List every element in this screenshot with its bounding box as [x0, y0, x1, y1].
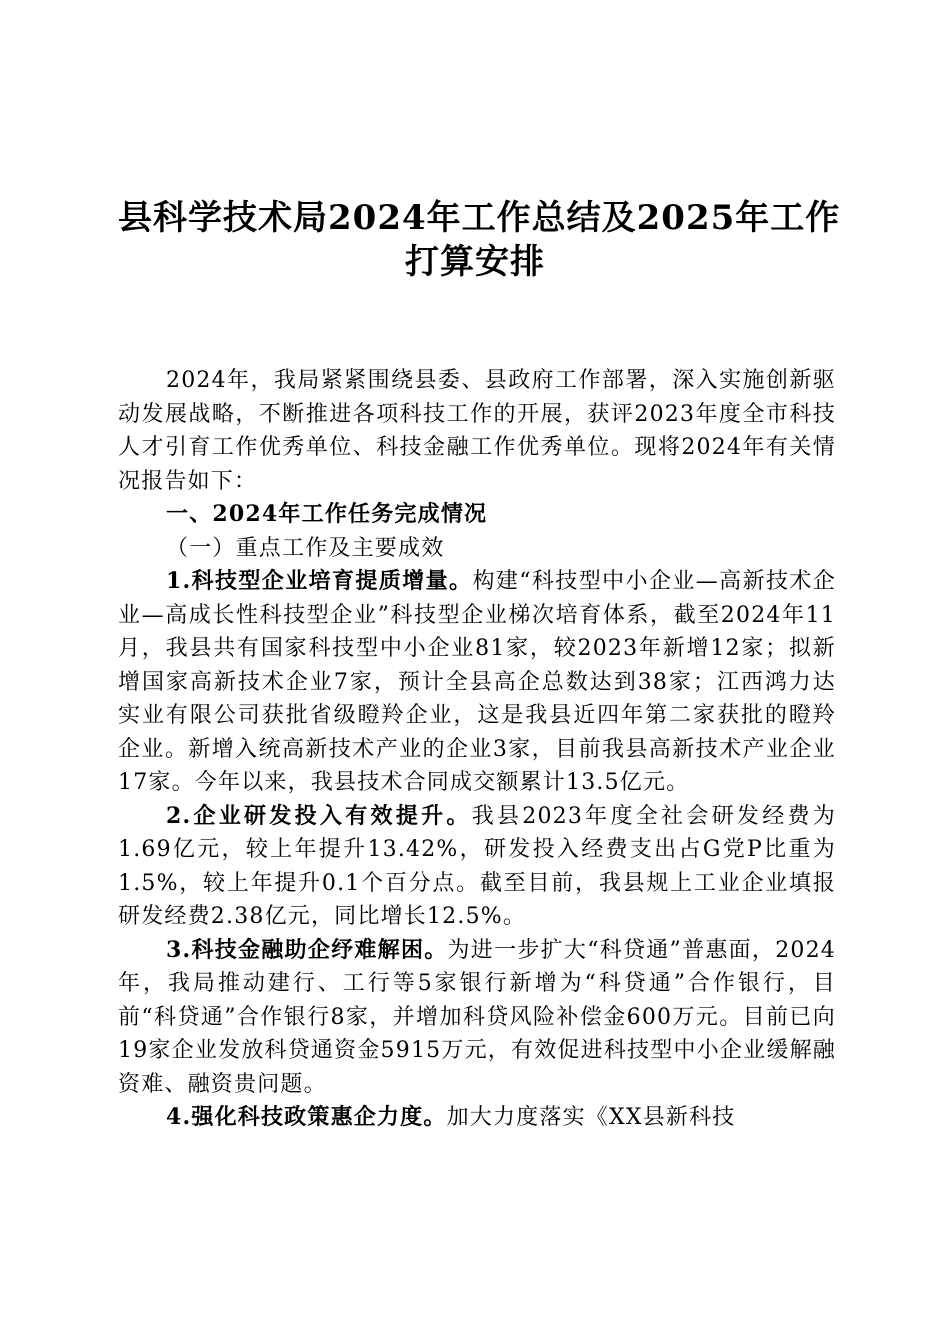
- item-text-1: 构建“科技型中小企业—高新技术企业—高成长性科技型企业”科技型企业梯次培育体系，截至2024年11月，我县共有国家科技型中小企业81家，较2023年新增12家；拟新增国家高新技术企业7家，预计全县高企总数达到38家；江西鸿力达实业有限公司获批省级瞪羚企业，这是我县近四年第二家获批的瞪羚企业。新增入统高新技术产业的企业3家，目前我县高新技术产业企业17家。今年以来，我县技术合同成交额累计13.5亿元。: [118, 569, 836, 795]
- item-lead-3: 3.科技金融助企纾难解困。: [166, 936, 448, 963]
- document-body: [118, 364, 836, 1135]
- item-paragraph-1: [118, 565, 836, 800]
- item-text-4: 加大力度落实《XX县新科技: [446, 1105, 736, 1130]
- item-text-3: 为进一步扩大“科贷通”普惠面，2024年，我局推动建行、工行等5家银行新增为“科贷通”合作银行，目前“科贷通”合作银行8家，并增加科贷风险补偿金600万元。目前已向19家企业发放科贷通资金5915万元，有效促进科技型中小企业缓解融资难、融资贵问题。: [118, 937, 836, 1097]
- document-title-line-1: 县科学技术局2024年工作总结及2025年工作: [118, 198, 841, 238]
- item-paragraph-2: [118, 800, 836, 934]
- item-lead-2: 2.企业研发投入有效提升。: [166, 802, 472, 829]
- item-text-2: 我县2023年度全社会研发经费为1.69亿元，较上年提升13.42%，研发投入经费支出占G党P比重为1.5%，较上年提升0.1个百分点。截至目前，我县规上工业企业填报研发经费2.38亿元，同比增长12.5%。: [118, 803, 836, 929]
- document-title-line-2: 打算安排: [405, 242, 545, 282]
- intro-paragraph: 2024年，我局紧紧围绕县委、县政府工作部署，深入实施创新驱动发展战略，不断推进各项科技工作的开展，获评2023年度全市科技人才引育工作优秀单位、科技金融工作优秀单位。现将2024年有关情况报告如下：: [118, 368, 836, 494]
- item-paragraph-4: [118, 1101, 836, 1135]
- item-lead-4: 4.强化科技政策惠企力度。: [166, 1104, 447, 1130]
- item-paragraph-3: [118, 934, 836, 1102]
- item-lead-1: 1.科技型企业培育提质增量。: [166, 568, 473, 594]
- subsection-heading: （一）重点工作及主要成效: [166, 535, 445, 561]
- section-heading: 一、2024年工作任务完成情况: [166, 501, 488, 527]
